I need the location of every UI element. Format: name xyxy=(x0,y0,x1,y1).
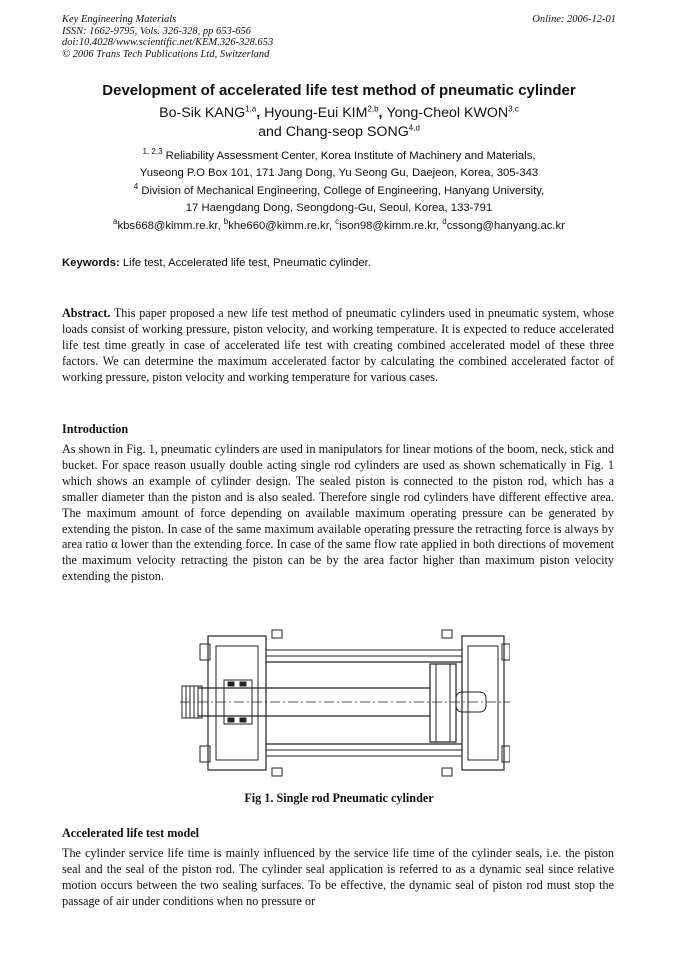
accelerated-model-paragraph: The cylinder service life time is mainly influenced by the service life time of the cylinder seals, i.e. the piston seal and the seal of the piston rod. The cylinder seal application is referred to as a dynamic seal since relative motion occurs between the two sealing surfaces. To be effective, the dynamic seal of piston rod must stop the passage of air under conditions when no pressure or xyxy=(62,846,614,908)
author-and: and xyxy=(258,124,282,140)
author-superscript: 3,c xyxy=(508,104,519,114)
email-superscript: a xyxy=(113,217,118,227)
author-name: Yong-Cheol KWON xyxy=(386,105,509,121)
figure-caption: Fig 1. Single rod Pneumatic cylinder xyxy=(244,791,434,805)
email-link[interactable]: cssong@hanyang.ac.kr xyxy=(446,220,565,232)
abstract xyxy=(62,306,614,386)
affiliation-line: 17 Haengdang Dong, Seongdong-Gu, Seoul, Korea, 133-791 xyxy=(185,201,493,214)
journal-issn: ISSN: 1662-9795, Vols. 326-328, pp 653-656 xyxy=(62,25,251,37)
section-heading-accelerated-model: Accelerated life test model xyxy=(62,826,200,840)
email-link[interactable]: ison98@kimm.re.kr, xyxy=(339,220,443,232)
affiliation-superscript: 1, 2,3 xyxy=(142,147,163,157)
email-superscript: c xyxy=(335,217,340,227)
right-cap-inner xyxy=(468,646,498,760)
author-name: Chang-seop SONG xyxy=(285,124,409,140)
left-end-cap xyxy=(208,636,266,770)
keywords-label: Keywords: xyxy=(62,257,120,269)
affiliation-1 xyxy=(0,148,678,181)
abstract-text: This paper proposed a new life test method of pneumatic cylinders used in pneumatic system, whose loads consist of working pressure, piston velocity, and working temperature. It is expected to reduce accelerated life test time greatly in case of accelerated life test with creating combined accelerated model of these three factors. We can determine the maximum accelerated factor by calculating the combined accelerated factor of working pressure, piston velocity and working temperature for various cases. xyxy=(62,306,614,384)
cylinder-drawing xyxy=(180,628,510,778)
email-link[interactable]: kbs668@kimm.re.kr, xyxy=(117,220,224,232)
affiliation-superscript: 4 xyxy=(133,182,139,192)
author-superscript: 2,b xyxy=(367,104,379,114)
journal-name: Key Engineering Materials xyxy=(62,14,177,25)
piston xyxy=(430,664,456,742)
paper-title: Development of accelerated life test method of pneumatic cylinder xyxy=(102,82,576,99)
journal-header xyxy=(62,14,273,60)
author-name: Bo-Sik KANG xyxy=(159,105,246,121)
port-left xyxy=(272,630,282,638)
email-link[interactable]: khe660@kimm.re.kr, xyxy=(228,220,336,232)
section-heading-introduction: Introduction xyxy=(62,422,129,436)
email-superscript: d xyxy=(442,217,447,227)
introduction-paragraph: As shown in Fig. 1, pneumatic cylinders are used in manipulators for linear motions of the boom, neck, stick and bucket. For space reason usually double acting single rod cylinders are used as shown schematically in Fig. 1 which shows an example of cylinder design. The sealed piston is connected to the piston rod, which has a smaller diameter than the piston and is also sealed. Therefore single rod cylinders have different effective area. The maximum amount of force depending on available maximum operating pressure can be generated by extending the piston. In case of the same maximum available operating pressure the retracting force is always by area ratio α lower than the extending force. In case of the same flow rate applied in both directions of movement the maximum velocity retracting the piston can be by the area factor higher than maximum piston velocity extending the piston. xyxy=(62,442,614,584)
port-right xyxy=(442,630,452,638)
keywords xyxy=(62,257,371,269)
abstract-label: Abstract. xyxy=(62,306,111,320)
author-name: Hyoung-Eui KIM xyxy=(264,105,368,121)
affiliation-2 xyxy=(0,183,678,216)
affiliation-line: Reliability Assessment Center, Korea Institute of Machinery and Materials, xyxy=(162,150,536,162)
author-list: Bo-Sik KANG$^{1,a}$, Hyoung-Eui KIM$^{2,b}$, Yong-Cheol KWON$^{3,c}$ and Chang-seop SONG$^{4,d}$ xyxy=(159,104,519,140)
author-emails xyxy=(0,217,678,232)
author-superscript: 4,d xyxy=(408,123,420,133)
affiliation-line: Division of Mechanical Engineering, College of Engineering, Hanyang University, xyxy=(138,185,545,197)
affiliation-line: Yuseong P.O Box 101, 171 Jang Dong, Yu Seong Gu, Daejeon, Korea, 305-343 xyxy=(139,166,539,179)
journal-doi[interactable]: doi:10.4028/www.scientific.net/KEM.326-328.653 xyxy=(62,37,274,49)
online-date: Online: 2006-12-01 xyxy=(532,14,616,25)
email-superscript: b xyxy=(223,217,229,227)
author-superscript: 1,a xyxy=(245,104,257,114)
journal-copyright: © 2006 Trans Tech Publications Ltd, Switzerland xyxy=(62,48,270,60)
keywords-text: Life test, Accelerated life test, Pneumatic cylinder. xyxy=(119,257,371,269)
